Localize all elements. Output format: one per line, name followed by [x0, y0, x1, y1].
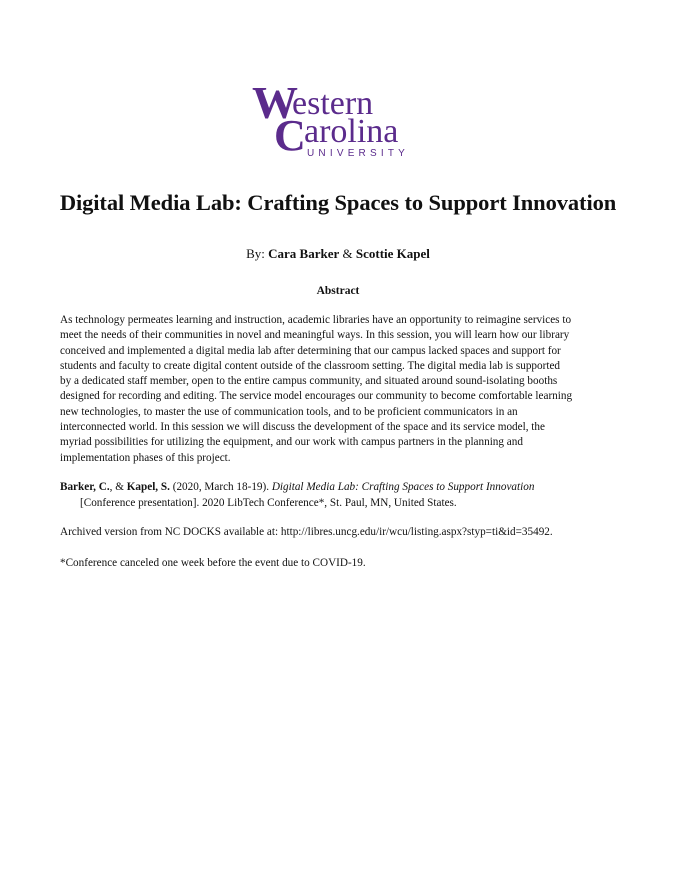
citation-title: Digital Media Lab: Crafting Spaces to Support Innovation	[271, 481, 535, 493]
logo-line2: arolina	[304, 113, 399, 150]
abstract-line: new technologies, to master the use of communication tools, and to be proficient communicators in an	[60, 405, 518, 418]
citation-date: (2020, March 18-19).	[169, 481, 272, 493]
abstract-line: As technology permeates learning and instruction, academic libraries have an opportunity to reimagine services to	[60, 314, 572, 326]
author-2: Scottie Kapel	[355, 246, 430, 261]
abstract-line: by a dedicated staff member, open to the entire campus community, and situated around sound-isolating booths	[60, 375, 558, 388]
abstract-heading: Abstract	[316, 285, 360, 297]
logo-c-glyph: C	[274, 111, 306, 158]
citation	[60, 480, 620, 511]
document-title: Digital Media Lab: Crafting Spaces to Support Innovation	[59, 190, 617, 215]
abstract-line: myriad possibilities for utilizing the equipment, and our work with campus partners in the planning and	[60, 436, 523, 449]
logo-line1: estern	[292, 85, 374, 122]
citation-author-2: Kapel, S.	[126, 481, 170, 493]
abstract-line: meet the needs of their communities in novel and meaningful ways. In this session, you will learn how our library	[60, 329, 570, 342]
citation-sep: , &	[109, 481, 127, 493]
abstract-body	[60, 313, 620, 466]
abstract-line: implementation phases of this project.	[60, 451, 231, 464]
university-logo	[252, 80, 427, 158]
author-1: Cara Barker	[268, 246, 340, 261]
byline-prefix: By:	[246, 246, 269, 261]
citation-line-1	[60, 481, 534, 493]
abstract-line: conceived and implemented a digital media lab after determining that our campus lacked spaces and support for	[60, 344, 561, 357]
footnote: *Conference canceled one week before the event due to COVID-19.	[60, 557, 366, 569]
byline	[0, 246, 676, 262]
abstract-line: students and faculty to create digital content outside of the classroom setting. The digital media lab is supported	[60, 359, 561, 372]
abstract-line: interconnected world. In this session we will discuss the development of the space and its service model, the	[60, 421, 545, 434]
citation-line-2: [Conference presentation]. 2020 LibTech Conference*, St. Paul, MN, United States.	[80, 496, 457, 509]
logo-w-glyph: W	[252, 80, 298, 128]
abstract-line: designed for recording and editing. The service model encourages our community to become comfortable learning	[60, 390, 573, 403]
archived-version-note: Archived version from NC DOCKS available at: http://libres.uncg.edu/ir/wcu/listing.aspx?styp=ti&id=35492.	[60, 526, 553, 538]
byline-joiner: &	[339, 246, 356, 261]
logo-line3: UNIVERSITY	[307, 148, 410, 158]
citation-author-1: Barker, C.	[60, 481, 110, 493]
